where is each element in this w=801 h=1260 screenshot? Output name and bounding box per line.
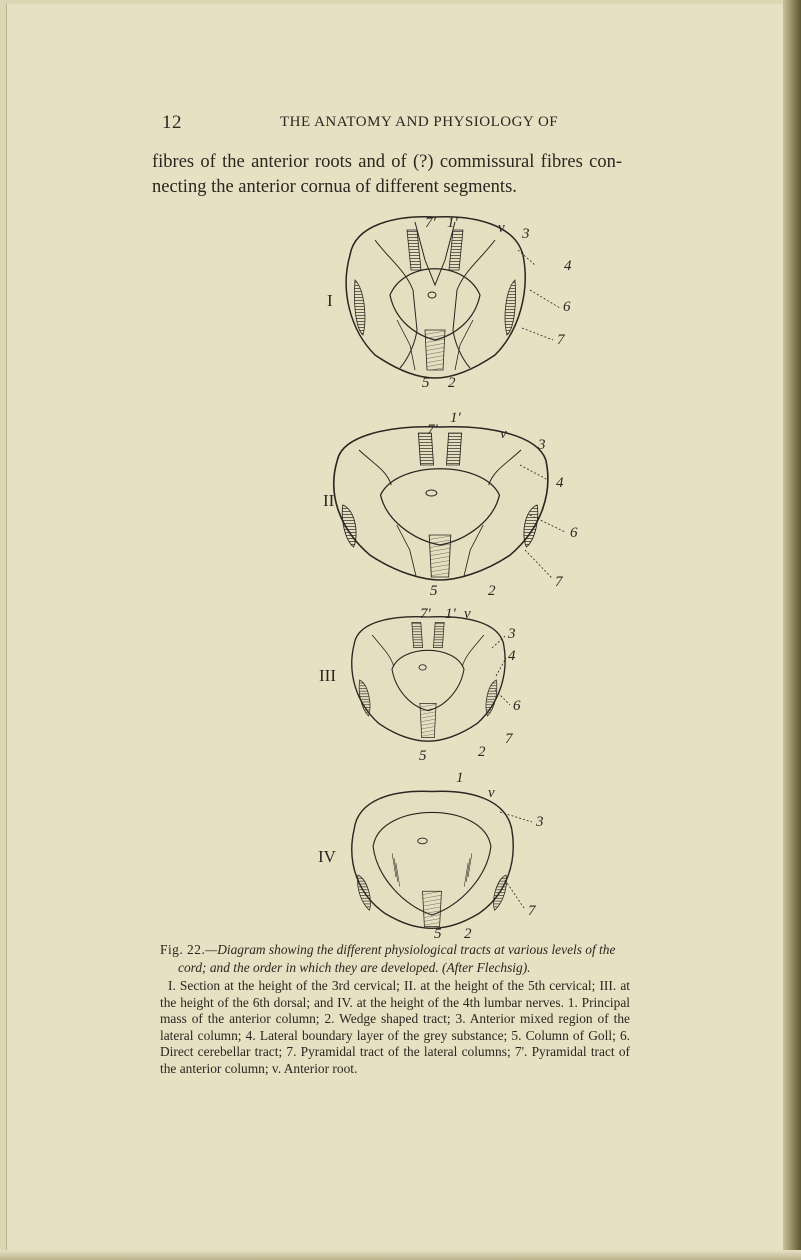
section-2-numeral: II <box>323 491 335 510</box>
caption-title-text-2: cord; and the order in which they are developed. <box>178 959 439 975</box>
section-2-label-5: 5 <box>430 583 438 599</box>
section-4-label-3: 3 <box>536 814 544 830</box>
caption-title-text: —Diagram showing the different physiological tracts at various levels of the <box>205 942 616 957</box>
section-1-label-v: v <box>498 220 505 236</box>
section-2-label-7: 7 <box>555 574 563 590</box>
section-2 <box>334 427 548 580</box>
caption-subtitle <box>178 960 630 977</box>
section-2-label-v: v <box>500 426 507 442</box>
section-3-label-5: 5 <box>419 748 427 764</box>
section-2-label-4: 4 <box>556 475 564 491</box>
section-1-label-2: 2 <box>448 375 456 391</box>
section-2-label-7p: 7' <box>427 422 438 438</box>
section-1-label-1p: 1' <box>447 215 458 231</box>
section-3-numeral: III <box>319 666 336 685</box>
section-4-label-v: v <box>488 785 495 801</box>
section-1-label-7p: 7' <box>425 215 436 231</box>
caption-body: I. Section at the height of the 3rd cervical; II. at the height of the 5th cervical; III. at the height of the 6th dorsal; and IV. at the height of the 4th lumbar nerves. 1. Principal mass of the anterior column; 2. Wedge shaped tract; 3. Anterior mixed region of the lateral column; 4. Lateral boundary layer of the grey substance; 5. Column of Goll; 6. Direct cerebellar tract; 7. Pyramidal tract of the lateral columns; 7'. Pyramidal tract of the anterior column; v. Anterior root. <box>160 978 630 1076</box>
section-1-label-5: 5 <box>422 375 430 391</box>
section-3-label-7: 7 <box>505 731 513 747</box>
section-2-label-3: 3 <box>538 437 546 453</box>
section-4-label-7: 7 <box>528 903 536 919</box>
section-3-label-2: 2 <box>478 744 486 760</box>
section-4 <box>352 791 513 928</box>
section-3 <box>352 617 505 741</box>
section-3-label-7p: 7' <box>420 606 431 622</box>
caption-title <box>160 942 630 959</box>
figure-caption <box>160 942 630 1077</box>
caption-attribution: (After Flechsig). <box>442 959 531 975</box>
section-2-label-2: 2 <box>488 583 496 599</box>
caption-fig-label: Fig. 22. <box>160 942 206 957</box>
section-3-label-6: 6 <box>513 698 521 714</box>
section-4-numeral: IV <box>318 847 336 866</box>
section-1-label-7: 7 <box>557 332 565 348</box>
section-3-label-v: v <box>464 606 471 622</box>
section-3-label-4: 4 <box>508 648 516 664</box>
section-1-numeral: I <box>327 291 333 310</box>
section-2-label-6: 6 <box>570 525 578 541</box>
section-1-label-3: 3 <box>522 226 530 242</box>
section-1-label-4: 4 <box>564 258 572 274</box>
section-2-label-1p: 1' <box>450 410 461 426</box>
page-number: 12 <box>162 112 182 133</box>
page-bottom-edge <box>0 1250 801 1260</box>
section-4-label-1: 1 <box>456 770 464 786</box>
section-1 <box>346 217 525 378</box>
section-3-label-3: 3 <box>508 626 516 642</box>
section-4-label-2: 2 <box>464 926 472 942</box>
running-title: THE ANATOMY AND PHYSIOLOGY OF <box>280 114 559 130</box>
section-1-label-6: 6 <box>563 299 571 315</box>
intro-text: fibres of the anterior roots and of (?) commissural fibres con- necting the anterior cornua of different segments. <box>152 152 622 197</box>
section-3-label-1p: 1' <box>445 606 456 622</box>
section-4-label-5: 5 <box>434 926 442 942</box>
